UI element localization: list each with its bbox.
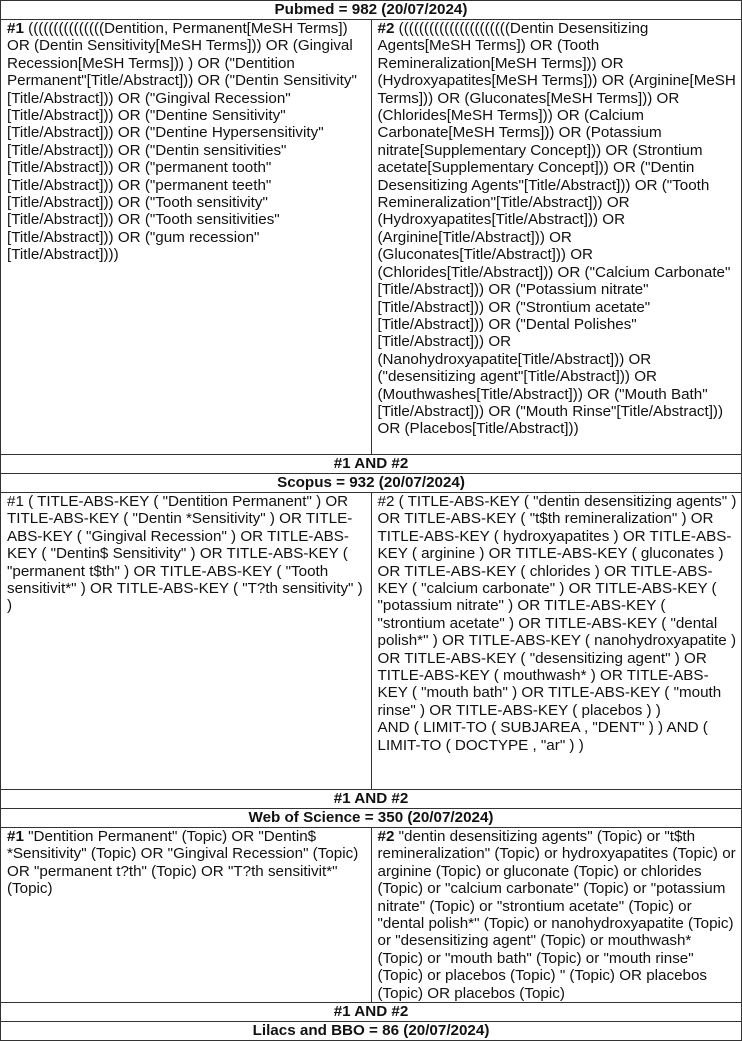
query-text: "Dentition Permanent" (Topic) OR "Dentin$ *Sensitivity" (Topic) OR "Gingival Recession" (Topic) OR "permanent t?th" (Topic) OR "T?th sensitivit*" (Topic) xyxy=(7,828,359,898)
wos-header: Web of Science = 350 (20/07/2024) xyxy=(1,809,742,828)
query-text: ( TITLE-ABS-KEY ( "Dentition Permanent" ) OR TITLE-ABS-KEY ( "Dentin *Sensitivity" ) OR TITLE-ABS-KEY ( "Gingival Recession" ) OR TITLE-ABS-KEY ( "Dentin$ Sensitivity" ) OR TITLE-ABS-KEY ( "permanent t$th" ) OR TITLE-ABS-KEY ( "Tooth sensitivit*" ) OR TITLE-ABS-KEY ( "T?th sensitivity" ) ) xyxy=(7,493,363,615)
query-text: ( TITLE-ABS-KEY ( "dentin desensitizing agents" ) OR TITLE-ABS-KEY ( "t$th remineralization" ) OR TITLE-ABS-KEY ( hydroxyapatites ) OR TITLE-ABS-KEY ( arginine ) OR TITLE-ABS-KEY ( gluconates ) OR TITLE-ABS-KEY ( chlorides ) OR TITLE-ABS-KEY ( "calcium carbonate" ) OR TITLE-ABS-KEY ( "potassium nitrate" ) OR TITLE-ABS-KEY ( "strontium acetate" ) OR TITLE-ABS-KEY ( "dental polish*" ) OR TITLE-ABS-KEY ( nanohydroxyapatite ) OR TITLE-ABS-KEY ( "desensitizing agent" ) OR TITLE-ABS-KEY ( mouthwash* ) OR TITLE-ABS-KEY ( "mouth bath" ) OR TITLE-ABS-KEY ( "mouth rinse" ) OR TITLE-ABS-KEY ( placebos ) ) xyxy=(377,493,737,719)
query-limit: AND ( LIMIT-TO ( SUBJAREA , "DENT" ) ) AND ( LIMIT-TO ( DOCTYPE , "ar" ) ) xyxy=(377,719,708,754)
scopus-query-2 xyxy=(371,493,742,790)
pubmed-header: Pubmed = 982 (20/07/2024) xyxy=(1,1,742,20)
scopus-query-1 xyxy=(1,493,372,790)
pubmed-query-1 xyxy=(1,20,372,455)
scopus-header: Scopus = 932 (20/07/2024) xyxy=(1,474,742,493)
pubmed-combine: #1 AND #2 xyxy=(1,455,742,474)
query-text: "dentin desensitizing agents" (Topic) or "t$th remineralization" (Topic) or hydroxyapatites (Topic) or arginine (Topic) or gluconate (Topic) or chlorides (Topic) or "calcium carbonate" (Topic) or "potassium nitrate" (Topic) or "strontium acetate" (Topic) or "dental polish*" (Topic) or nanohydroxyapatite (Topic) or "desensitizing agent" (Topic) or mouthwash* (Topic) or "mouth bath" (Topic) or "mouth rinse" (Topic) or placebos (Topic) " (Topic) OR placebos (Topic) OR placebos (Topic) xyxy=(377,828,736,1002)
query-label: #2 xyxy=(377,20,395,37)
query-text: ((((((((((((((((((((((Dentin Desensitizing Agents[MeSH Terms]) OR (Tooth Remineralization[MeSH Terms])) OR (Hydroxyapatites[MeSH Terms])) OR (Arginine[MeSH Terms])) OR (Gluconates[MeSH Terms])) OR (Chlorides[MeSH Terms])) OR (Calcium Carbonate[MeSH Terms])) OR (Potassium nitrate[Supplementary Concept])) OR (Strontium acetate[Supplementary Concept])) OR ("Dentin Desensitizing Agents"[Title/Abstract])) OR ("Tooth Remineralization"[Title/Abstract])) OR (Hydroxyapatites[Title/Abstract])) OR (Arginine[Title/Abstract])) OR (Gluconates[Title/Abstract])) OR (Chlorides[Title/Abstract])) OR ("Calcium Carbonate"[Title/Abstract])) OR ("Potassium nitrate"[Title/Abstract])) OR ("Strontium acetate"[Title/Abstract])) OR ("Dental Polishes"[Title/Abstract])) OR (Nanohydroxyapatite[Title/Abstract])) OR ("desensitizing agent"[Title/Abstract])) OR (Mouthwashes[Title/Abstract])) OR ("Mouth Bath"[Title/Abstract])) OR ("Mouth Rinse"[Title/Abstract])) OR (Placebos[Title/Abstract])) xyxy=(377,20,736,438)
query-label: #1 xyxy=(7,20,24,37)
query-label: #2 xyxy=(377,828,395,845)
pubmed-query-2 xyxy=(371,20,742,455)
wos-query-1 xyxy=(1,828,372,1003)
query-label: #1 xyxy=(7,828,24,845)
query-label: #2 xyxy=(377,493,395,510)
query-text: (((((((((((((((Dentition, Permanent[MeSH Terms]) OR (Dentin Sensitivity[MeSH Terms])) OR (Gingival Recession[MeSH Terms])) ) OR ("Dentition Permanent"[Title/Abstract])) OR ("Dentin Sensitivity"[Title/Abstract])) OR ("Gingival Recession"[Title/Abstract])) OR ("Dentine Sensitivity"[Title/Abstract])) OR ("Dentine Hypersensitivity"[Title/Abstract])) OR ("Dentin sensitivities"[Title/Abstract])) OR ("permanent tooth"[Title/Abstract])) OR ("permanent teeth"[Title/Abstract])) OR ("Tooth sensitivity"[Title/Abstract])) OR ("Tooth sensitivities"[Title/Abstract])) OR ("gum recession"[Title/Abstract]))) xyxy=(7,20,357,264)
lilacs-header: Lilacs and BBO = 86 (20/07/2024) xyxy=(1,1022,742,1041)
wos-query-2 xyxy=(371,828,742,1003)
query-label: #1 xyxy=(7,493,24,510)
scopus-combine: #1 AND #2 xyxy=(1,790,742,809)
wos-combine: #1 AND #2 xyxy=(1,1003,742,1022)
